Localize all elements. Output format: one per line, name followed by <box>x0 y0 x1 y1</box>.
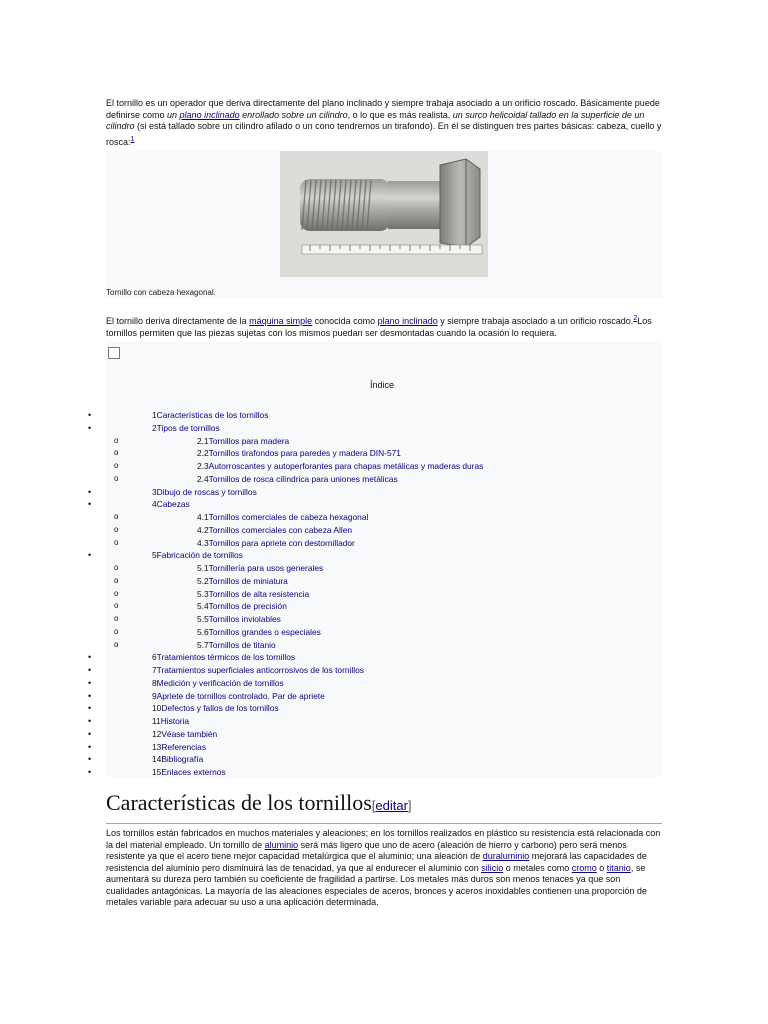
toc-bullet: o <box>114 601 119 611</box>
toc-number: 4.1 <box>197 512 209 522</box>
toc-item-link[interactable] <box>152 728 217 740</box>
toc-text[interactable]: Bibliografía <box>161 754 204 765</box>
toc-item-link[interactable] <box>152 422 220 434</box>
link-cromo[interactable]: cromo <box>571 862 597 873</box>
toc-number: 8 <box>152 677 157 688</box>
intro-text: enrollado sobre un cilindro <box>239 109 348 120</box>
link-plano-inclinado[interactable]: plano inclinado <box>377 316 438 326</box>
toc-item-link[interactable] <box>152 651 295 663</box>
figure-caption: Tornillo con cabeza hexagonal. <box>106 288 216 297</box>
intro-text: un surco helicoidal tallado en la superficie de un cilindro <box>106 109 645 131</box>
toc-bullet: o <box>114 435 119 445</box>
toc-number: 5.1 <box>197 563 209 573</box>
toc-number: 5.4 <box>197 601 209 612</box>
toc-item-link[interactable] <box>152 766 226 778</box>
toc-item-link[interactable] <box>197 639 276 651</box>
toc-bullet: o <box>114 512 119 521</box>
toc-text[interactable]: Referencias <box>161 741 207 752</box>
toc-item-link[interactable] <box>152 409 268 421</box>
edit-section-link[interactable]: editar <box>375 798 408 813</box>
toc-bullet: • <box>88 550 92 561</box>
toc-bullet: o <box>114 473 119 483</box>
toc-item-link[interactable] <box>197 473 398 485</box>
toc-item-link[interactable] <box>197 460 483 472</box>
toc-item-link[interactable] <box>152 753 203 765</box>
toc-item-link[interactable] <box>197 588 309 600</box>
toc-item-link[interactable] <box>152 690 325 702</box>
toc-bullet: • <box>88 741 92 752</box>
toc-number: 4 <box>152 499 157 510</box>
toc-number: 13 <box>152 741 162 752</box>
toc-number: 15 <box>152 767 162 777</box>
toc-number: 5.7 <box>197 639 209 650</box>
toc-text[interactable]: Tornillos de precisión <box>208 601 287 612</box>
toc-text[interactable]: Autorroscantes y autoperforantes para chapas metálicas y maderas duras <box>208 461 484 471</box>
toc-text[interactable]: Tornillos de alta resistencia <box>208 588 310 599</box>
toc-item-link[interactable] <box>152 486 257 498</box>
toc-bullet: o <box>114 461 119 470</box>
intro-text: y siempre trabaja asociado a un orificio roscado. <box>437 316 634 326</box>
toc-number: 4.2 <box>197 524 209 535</box>
toc-item-link[interactable] <box>197 613 281 625</box>
intro-text: (si está tallado sobre un cilindro afilado o un cono tendremos un tirafondo). En él se distinguen tres partes básicas: cabeza, cuello y rosca: <box>106 121 662 147</box>
toc-bullet: • <box>88 422 92 433</box>
paragraph-text: mejorará las capacidades de resistencia del aluminio pero disminuirá las de tenacidad, ya que al endurecer el aluminio con <box>106 851 647 873</box>
toc-text[interactable]: Véase también <box>161 728 218 739</box>
toc-bullet: o <box>114 448 119 458</box>
paragraph-text: Los tornillos están fabricados en muchos materiales y aleaciones; en los tornillos realizados en plástico su resistencia está relacionada con la del material empleado. Un tornillo de <box>106 828 661 850</box>
toc-text[interactable]: Tornillos inviolables <box>208 614 281 624</box>
toc-text[interactable]: Historia <box>160 716 190 726</box>
toc-item-link[interactable] <box>197 537 355 549</box>
link-aluminio[interactable]: aluminio <box>264 839 299 850</box>
toc-item-link[interactable] <box>197 511 368 523</box>
paragraph-text: , se aumentará su dureza pero también su coeficiente de fragilidad a partirse. Los metales más duros son menos tenaces ya que son cualidades antagónicas. La mayoría de las aleaciones especiales de aceros, bronces y aceros inoxidables contienen una proporción de metales variable para adecuar su uso a una aplicación determinada. <box>106 862 647 907</box>
toc-text[interactable]: Tornillos comerciales de cabeza hexagonal <box>208 512 369 522</box>
toc-number: 2.4 <box>197 473 209 484</box>
intro-paragraph-2 <box>106 312 662 339</box>
toc-item-link[interactable] <box>152 677 284 689</box>
toc-item-link[interactable] <box>197 562 323 574</box>
toc-bullet: • <box>88 499 92 510</box>
toc-text[interactable]: Fabricación de tornillos <box>156 550 243 561</box>
toc-number: 7 <box>152 665 157 675</box>
toc-text[interactable]: Tornillos para madera <box>208 435 290 446</box>
toc-number: 6 <box>152 652 157 663</box>
toc-bullet: o <box>114 588 119 598</box>
section-title: Características de los tornillos <box>106 790 372 815</box>
toc-bullet: • <box>88 410 92 420</box>
toc-number: 3 <box>152 486 157 497</box>
toc-number: 10 <box>152 703 162 714</box>
toc-number: 5.6 <box>197 626 209 637</box>
toc-item-link[interactable] <box>197 435 289 447</box>
toc-item-link[interactable] <box>152 715 189 727</box>
toc-bullet: o <box>114 614 119 623</box>
section-heading <box>106 790 662 824</box>
reference-link[interactable]: 1 <box>130 135 135 143</box>
toc-text[interactable]: Tornillos tirafondos para paredes y madera DIN-571 <box>208 448 401 459</box>
toc-item-link[interactable] <box>197 524 352 536</box>
intro-text: , o lo que es más realista, <box>347 109 453 120</box>
toc-bullet: o <box>114 626 119 636</box>
toc-bullet: • <box>88 486 92 497</box>
toc-text[interactable]: Tornillos grandes o especiales <box>208 626 321 637</box>
reference-link[interactable]: 2 <box>633 315 638 322</box>
edit-bracket-open: [ <box>371 798 376 813</box>
toc-number: 9 <box>152 690 157 701</box>
toc-number: 2.3 <box>197 461 209 471</box>
link-duraluminio[interactable]: duraluminio <box>482 851 530 861</box>
toc-number: 12 <box>152 728 162 739</box>
toc-text[interactable]: Tipos de tornillos <box>156 422 220 433</box>
toc-text[interactable]: Defectos y fallos de los tornillos <box>161 703 279 714</box>
toc-bullet: • <box>88 767 92 777</box>
toc-text[interactable]: Dibujo de roscas y tornillos <box>156 486 257 497</box>
toc-item-link[interactable] <box>197 626 321 638</box>
toc-text[interactable]: Tornillos de rosca cilíndrica para uniones metálicas <box>208 473 398 484</box>
intro-paragraph-1 <box>106 98 662 148</box>
paragraph-text: o metales como <box>503 862 572 873</box>
toc-bullet: • <box>88 652 92 663</box>
toc-text[interactable]: Tornillería para usos generales <box>208 563 324 573</box>
intro-text: El tornillo deriva directamente de la <box>106 316 250 326</box>
toc-item-link[interactable] <box>197 575 288 587</box>
toc-text[interactable]: Tornillos para apriete con destornillador <box>208 537 355 548</box>
toc-number: 1 <box>152 410 157 420</box>
link-plano-inclinado[interactable]: plano inclinado <box>179 109 240 120</box>
toc-item-link[interactable] <box>152 498 190 510</box>
edit-bracket-close: ] <box>407 798 412 813</box>
toc-bullet: • <box>88 716 92 726</box>
link-silicio[interactable]: silicio <box>481 862 504 873</box>
bolt-photo <box>280 151 488 277</box>
toc-item-link[interactable] <box>197 600 287 612</box>
toc-number: 5.2 <box>197 575 209 586</box>
toc-item-link[interactable] <box>197 447 401 459</box>
toc-item-link[interactable] <box>152 702 279 714</box>
toc-bullet: o <box>114 537 119 547</box>
toc-number: 2.2 <box>197 448 209 459</box>
toc-item-link[interactable] <box>152 664 364 676</box>
toc-bullet: o <box>114 563 119 572</box>
toc-bullet: • <box>88 690 92 701</box>
toc-number: 5 <box>152 550 157 561</box>
bolt-illustration <box>280 151 488 277</box>
toc-bullet: • <box>88 677 92 688</box>
toc-text[interactable]: Tratamientos superficiales anticorrosivos de los tornillos <box>156 665 364 675</box>
toc-bullet: o <box>114 575 119 585</box>
toc-toggle-checkbox[interactable] <box>108 347 120 359</box>
section-paragraph <box>106 828 662 909</box>
intro-text: Los tornillos permiten que las piezas sujetas con los mismos puedan ser desmontadas cuando la ocasión lo requiera. <box>106 316 652 338</box>
toc-text[interactable]: Tornillos comerciales con cabeza Allen <box>208 524 353 535</box>
toc-number: 4.3 <box>197 537 209 548</box>
toc-item-link[interactable] <box>152 741 206 753</box>
toc-title: Índice <box>370 380 395 390</box>
link-maquina-simple[interactable]: máquina simple <box>249 316 313 326</box>
toc-bullet: o <box>114 524 119 534</box>
toc-text[interactable]: Apriete de tornillos controlado. Par de apriete <box>156 690 325 701</box>
toc-text[interactable]: Enlaces externos <box>161 767 226 777</box>
toc-item-link[interactable] <box>152 549 243 561</box>
toc-text[interactable]: Tornillos de titanio <box>208 639 276 650</box>
toc-number: 14 <box>152 754 162 765</box>
toc-text[interactable]: Medición y verificación de tornillos <box>156 677 284 688</box>
toc-number: 2.1 <box>197 435 209 446</box>
toc-bullet: • <box>88 665 92 675</box>
toc-bullet: • <box>88 728 92 739</box>
toc-bullet: o <box>114 639 119 649</box>
link-titanio[interactable]: titanio <box>606 862 631 873</box>
toc-bullet: • <box>88 703 92 714</box>
intro-text: conocida como <box>312 316 378 326</box>
toc-bullet: • <box>88 754 92 765</box>
intro-text: El tornillo es un operador que deriva directamente del plano inclinado y siempre trabaja asociado a un orificio roscado. Básicamente puede definirse como <box>106 98 660 120</box>
toc-text[interactable]: Cabezas <box>156 499 190 510</box>
toc-text[interactable]: Tornillos de miniatura <box>208 575 288 586</box>
toc-text[interactable]: Características de los tornillos <box>156 410 269 420</box>
toc-number: 11 <box>152 716 161 726</box>
toc-number: 5.3 <box>197 588 209 599</box>
toc-number: 5.5 <box>197 614 209 624</box>
paragraph-text: o <box>596 862 607 873</box>
toc-text[interactable]: Tratamientos térmicos de los tornillos <box>156 652 296 663</box>
intro-text: un <box>167 109 180 120</box>
paragraph-text: será más ligero que uno de acero (aleación de hierro y carbono) pero será menos resistente ya que el acero tiene mejor capacidad metalúrgica que el aluminio; una aleación de <box>106 839 627 861</box>
toc-number: 2 <box>152 422 157 433</box>
